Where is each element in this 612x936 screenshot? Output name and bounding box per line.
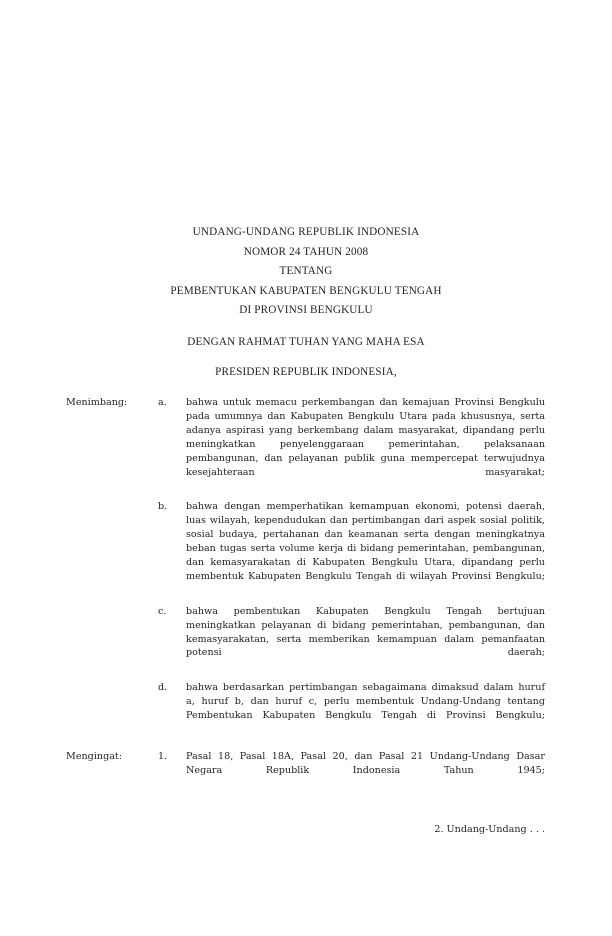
clause-group-label: Mengingat: xyxy=(66,750,123,762)
clause-item xyxy=(0,396,612,493)
invocation-issuer: PRESIDEN REPUBLIK INDONESIA, xyxy=(215,366,397,379)
clause-group-menimbang xyxy=(0,396,612,737)
masthead-line-number: NOMOR 24 TAHUN 2008 xyxy=(243,245,369,258)
document-invocation xyxy=(0,333,612,383)
masthead-line-act-title: UNDANG-UNDANG REPUBLIK INDONESIA xyxy=(192,226,420,238)
masthead-line-province: DI PROVINSI BENGKULU xyxy=(239,304,373,317)
clause-item xyxy=(0,750,612,792)
clause-item-list xyxy=(0,396,612,737)
masthead-line-about: TENTANG xyxy=(279,265,333,278)
masthead-line-subject: PEMBENTUKAN KABUPATEN BENGKULU TENGAH xyxy=(170,284,442,297)
clause-item-text: Pasal 18, Pasal 18A, Pasal 20, dan Pasal 21 Undang-Undang Dasar Negara Republik Indonesia Tahun 1945; xyxy=(186,750,545,776)
clause-item-text: bahwa dengan memperhatikan kemampuan ekonomi, potensi daerah, luas wilayah, kependudukan dan pertimbangan dari aspek sosial politik, sosial budaya, pertahanan dan keamanan serta dengan meningkatnya beban tugas serta volume kerja di bidang pemerintahan, pembangunan, dan kemasyarakatan di Kabupaten Bengkulu Utara, dipandang perlu membentuk Kabupaten Bengkulu Tengah di wilayah Provinsi Bengkulu; xyxy=(186,501,545,582)
clause-item-marker: 1. xyxy=(158,750,168,762)
clause-item-text: bahwa untuk memacu perkembangan dan kemajuan Provinsi Bengkulu pada umumnya dan Kabupaten Bengkulu Utara pada khususnya, serta adanya aspirasi yang berkembang dalam masyarakat, dipandang perlu meningkatkan penyelenggaraan pemerintahan, pelaksanaan pembangunan, dan pelayanan publik guna mempercepat terwujudnya kesejahteraan masyarakat; xyxy=(186,397,545,478)
clause-item xyxy=(0,681,612,737)
document-masthead xyxy=(0,223,612,321)
clause-item-text: bahwa pembentukan Kabupaten Bengkulu Tengah bertujuan meningkatkan pelayanan di bidang pemerintahan, pembangunan, dan kemasyarakatan, serta memberikan kemampuan dalam pemanfaatan potensi daerah; xyxy=(186,605,545,659)
clause-item-marker: a. xyxy=(158,397,167,408)
clause-item-marker: d. xyxy=(158,682,168,694)
clause-item xyxy=(0,500,612,597)
clause-group-mengingat xyxy=(0,750,612,792)
clause-item-list xyxy=(0,750,612,792)
invocation-blessing: DENGAN RAHMAT TUHAN YANG MAHA ESA xyxy=(187,336,425,348)
page-catchword: 2. Undang-Undang . . . xyxy=(434,824,545,835)
clause-item-marker: b. xyxy=(158,501,168,513)
clause-group-label: Menimbang: xyxy=(66,397,128,408)
clause-item xyxy=(0,605,612,675)
clause-sections xyxy=(0,396,612,792)
clause-item-text: bahwa berdasarkan pertimbangan sebagaimana dimaksud dalam huruf a, huruf b, dan huruf c, perlu membentuk Undang-Undang tentang Pembentukan Kabupaten Bengkulu Tengah di Provinsi Bengkulu; xyxy=(186,682,545,722)
clause-item-marker: c. xyxy=(158,605,167,617)
